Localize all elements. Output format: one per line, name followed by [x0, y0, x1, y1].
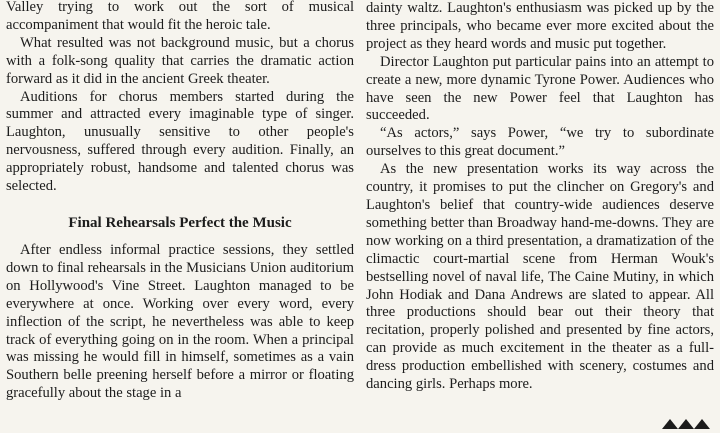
triple-triangle-end-icon: [662, 417, 710, 429]
paragraph: Director Laughton put particular pains into an attempt to create a new, more dynamic Tyrone Power. Audiences who have seen the new Power feel that Laughton has succeeded.: [366, 53, 714, 124]
paragraph: Valley trying to work out the sort of musical accompaniment that would fit the heroic tale.: [6, 0, 354, 33]
paragraph: “As actors,” says Power, “we try to subordinate ourselves to this great document.”: [366, 125, 714, 160]
paragraph: Auditions for chorus members started during the summer and attracted every imaginable type of singer. Laughton, unusually sensitive to other people's nervousness, suffered through every audition. Finally, an appropriately robust, handsome and talented chorus was selected.: [6, 88, 354, 195]
paragraph: After endless informal practice sessions, they settled down to final rehearsals in the Musicians Union auditorium on Hollywood's Vine Street. Laughton managed to be everywhere at once. Working over every word, every inflection of the script, he nevertheless was able to keep track of everything going on in the room. When a principal was missing he would fill in himself, sometimes as a vain Southern belle preening herself before a mirror or floating gracefully about the stage in a: [6, 241, 354, 402]
section-heading: Final Rehearsals Perfect the Music: [68, 214, 292, 231]
left-column: [6, 0, 354, 403]
paragraph: What resulted was not background music, but a chorus with a folk-song quality that carries the dramatic action forward as it did in the ancient Greek theater.: [6, 34, 354, 87]
right-column: [366, 0, 714, 394]
paragraph: dainty waltz. Laughton's enthusiasm was picked up by the three principals, who became ever more excited about the project as they heard words and music put together.: [366, 0, 714, 52]
paragraph: As the new presentation works its way across the country, it promises to put the clincher on Gregory's and Laughton's belief that country-wide audiences deserve something better than Broadway hand-me-downs. They are now working on a third presentation, a dramatization of the climactic court-martial scene from Herman Wouk's bestselling novel of naval life, The Caine Mutiny, in which John Hodiak and Dana Andrews are slated to appear. All three productions should bear out their theory that recitation, properly polished and presented by fine actors, can provide as much excitement in the theater as a full-dress production embellished with scenery, costumes and dancing girls. Perhaps more.: [366, 161, 714, 393]
